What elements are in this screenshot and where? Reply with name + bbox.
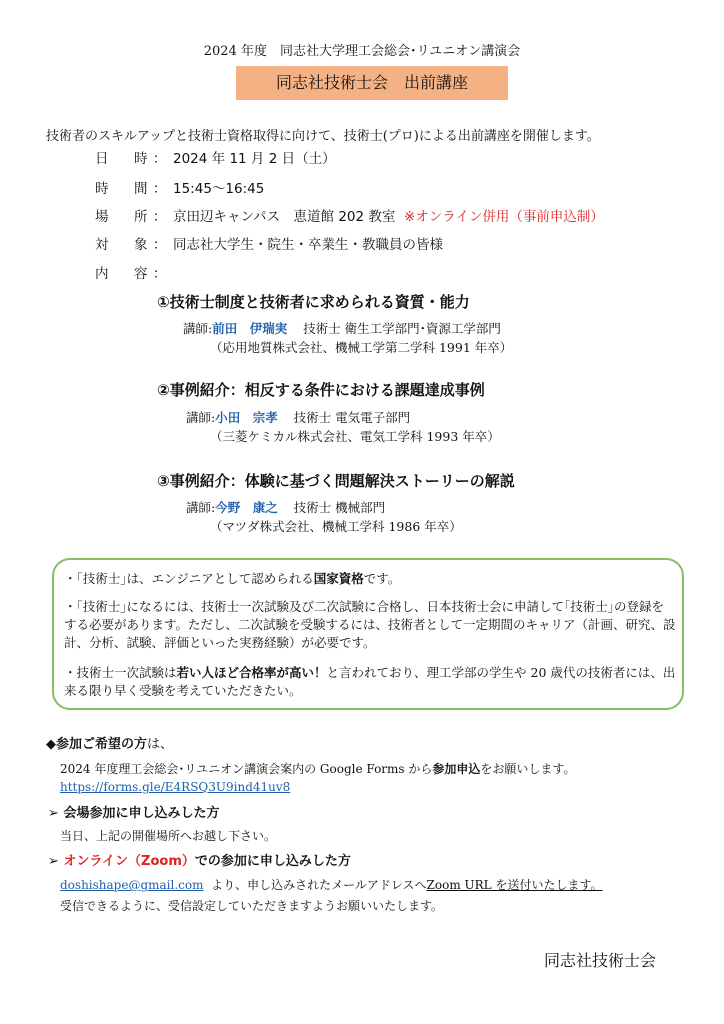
target-row [95,233,443,253]
note-1-text: ・｢技術士｣は、エンジニアとして認められる [64,571,314,586]
lecture-title: ②事例紹介：相反する条件における課題達成事例 [157,381,485,399]
date-row [95,147,336,167]
apply-line-1 [60,760,575,777]
colon: ： [153,151,167,167]
place-row [95,205,604,225]
colon: ： [153,266,167,282]
lecturer-name: 前田 伊瑞実 [212,321,288,336]
time-value: 15:45〜16:45 [173,181,265,197]
apply-heading-bold: 参加ご希望の方 [56,737,148,752]
lecturer-prefix: 講師: [186,500,216,515]
note-1-bold: 国家資格 [313,571,364,586]
target-value: 同志社大学生・院生・卒業生・教職員の皆様 [173,237,443,253]
colon: ： [153,209,167,225]
lecturer-affiliation: （マツダ株式会社、機械工学科 1986 年卒） [210,519,462,534]
lecturer-affiliation: （三菱ケミカル株式会社、電気工学科 1993 年卒） [210,429,500,444]
forms-link[interactable]: https://forms.gle/E4RSQ3U9ind41uv8 [60,780,291,794]
note-3 [64,664,676,700]
target-label: 対 象 [95,237,154,253]
note-3-bold: 若い人ほど合格率が高い！ [176,665,327,680]
online-heading [48,850,351,869]
apply-line-1-bold: 参加申込 [432,762,481,776]
venue-text: 当日、上記の開催場所へお越し下さい。 [60,829,277,843]
lecturer-role: 技術士 機械部門 [293,500,386,515]
lecturer-prefix: 講師: [183,321,213,336]
footer-signature: 同志社技術士会 [544,951,657,970]
online-note: ※オンライン併用（事前申込制） [404,209,604,225]
note-2: ・｢技術士｣になるには、技術士一次試験及び二次試験に合格し、日本技術士会に申請して｢技術士｣の登録をする必要があります。ただし、二次試験を受験するには、技術者として一定期間のキャリア（計画、研究、設計、分析、試験、評価といった実務経験）が必要です。 [64,599,676,650]
arrow-icon: ➢ [48,854,59,869]
event-line: 2024 年度 同志社大学理工会総会･リユニオン講演会 [203,44,521,59]
lecturer-name: 今野 康之 [215,500,278,515]
lecturer-line [186,498,385,516]
email-link[interactable]: doshishape@gmail.com [60,878,204,892]
intro-text: 技術者のスキルアップと技術士資格取得に向けて、技術士(プロ)による出前講座を開催します。 [46,129,600,144]
note-3-tail: と言われており、理工学部の学生や 20 歳代の技術者には、出来る限り早く受験を考えていただきたい。 [64,665,676,698]
date-value: 2024 年 11 月 2 日（土） [173,151,336,167]
page-title: 同志社技術士会 出前講座 [236,66,508,100]
note-1 [64,570,676,588]
online-text-underlined: Zoom URL を送付いたします。 [426,878,603,892]
venue-heading [48,802,219,821]
colon: ： [153,237,167,253]
online-line-2: 受信できるように、受信設定していただきますようお願いいたします。 [60,899,444,913]
lecturer-role: 技術士 衛生工学部門･資源工学部門 [303,321,501,336]
venue-heading-text: 会場参加に申し込みした方 [63,806,220,821]
time-label: 時 間 [95,181,154,197]
lecturer-line [183,319,501,337]
lecturer-role: 技術士 電気電子部門 [293,410,411,425]
place-value: 京田辺キャンパス 恵道館 202 教室 [173,209,396,225]
lecturer-line [186,408,410,426]
lecturer-name: 小田 宗孝 [215,410,278,425]
note-3-text: ・技術士一次試験は [64,665,177,680]
colon: ： [153,181,167,197]
content-row [95,262,173,282]
note-1-tail: です。 [363,571,401,586]
online-heading-text: での参加に申し込みした方 [194,854,351,869]
lecturer-affiliation: （応用地質株式会社、機械工学第二学科 1991 年卒） [210,340,513,355]
apply-line-1-text: 2024 年度理工会総会･リユニオン講演会案内の Google Forms から [60,762,433,776]
date-label: 日 時 [95,151,154,167]
content-label: 内 容 [95,266,154,282]
diamond-icon: ◆ [46,737,56,752]
lecture-title: ③事例紹介：体験に基づく問題解決ストーリーの解説 [157,472,515,490]
online-text: より、申し込みされたメールアドレスへ [211,878,427,892]
lecture-title: ①技術士制度と技術者に求められる資質・能力 [157,293,470,311]
online-heading-red: オンライン（Zoom） [63,854,195,869]
apply-heading [46,733,173,752]
place-label: 場 所 [95,209,154,225]
lecturer-prefix: 講師: [186,410,216,425]
online-line-1 [60,876,602,893]
arrow-icon: ➢ [48,806,59,821]
apply-line-1-tail: をお願いします。 [480,762,576,776]
apply-heading-rest: は、 [147,737,174,752]
time-row [95,177,264,197]
